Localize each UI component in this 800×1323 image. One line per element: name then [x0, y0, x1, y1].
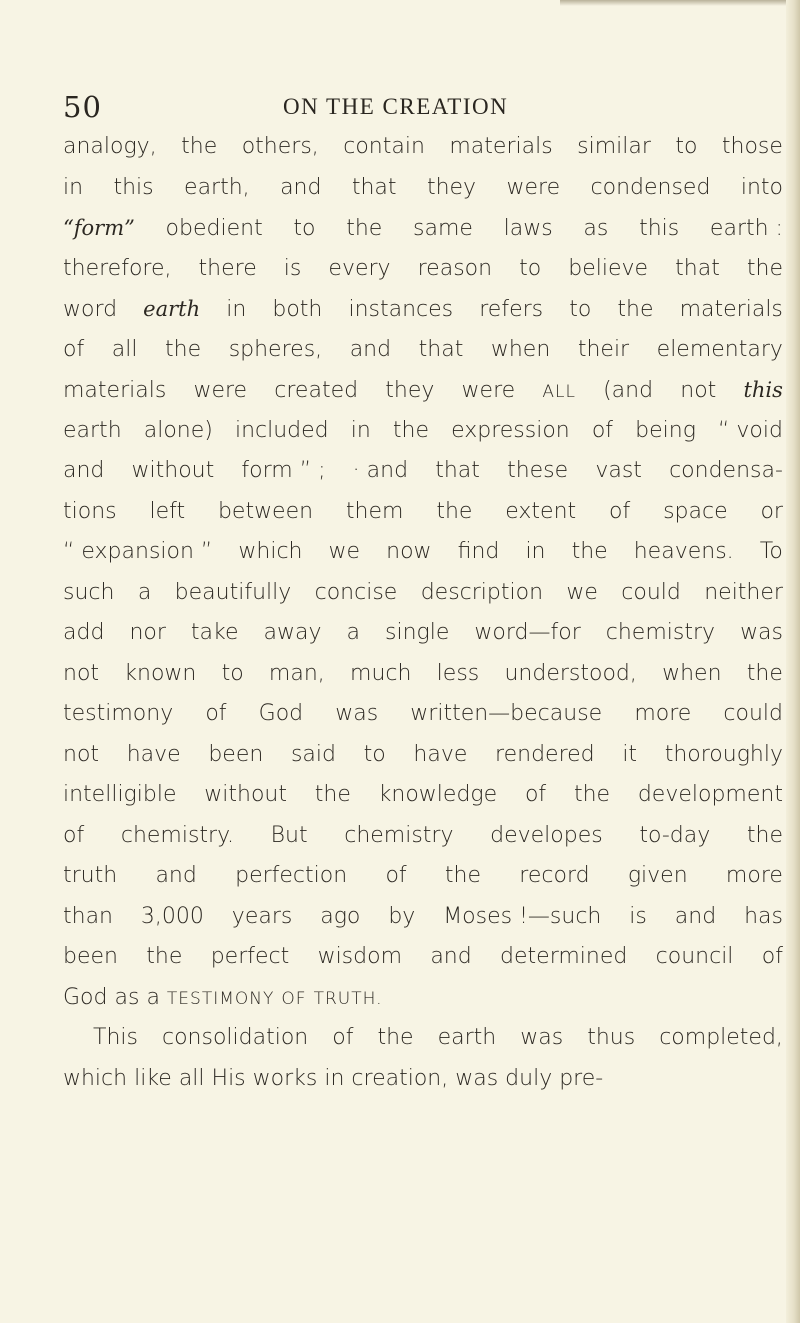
word: and [155, 863, 197, 888]
word: to [675, 134, 698, 159]
word: away [263, 620, 322, 645]
word: beautifully [174, 579, 292, 605]
word: without [204, 782, 287, 807]
word: the [571, 539, 608, 564]
word: Moses !—such [443, 903, 602, 929]
word: earth [143, 297, 201, 321]
word: to [519, 255, 542, 281]
text-line [63, 127, 783, 168]
word: in [525, 539, 546, 564]
word: find [457, 539, 500, 564]
word: “form” [63, 216, 135, 240]
text-line [63, 897, 783, 938]
word: or [760, 498, 783, 524]
word: condensed [590, 174, 711, 200]
word: it [622, 741, 638, 767]
word: were [506, 174, 561, 200]
word: record [519, 863, 590, 888]
word: which [63, 1065, 128, 1091]
word: now [386, 539, 432, 564]
word: spheres, [228, 336, 323, 362]
word: been [63, 944, 118, 969]
word: thus [587, 1025, 636, 1050]
word: included [234, 417, 329, 443]
word: concise [314, 579, 398, 605]
word: chemistry. [120, 822, 234, 848]
word: pre- [559, 1065, 604, 1091]
word: alone) [143, 417, 213, 443]
word: in [324, 1065, 345, 1091]
text-line [63, 978, 783, 1019]
text-line [63, 451, 783, 492]
word: than [63, 903, 113, 929]
word: materials [679, 297, 783, 322]
word: could [621, 579, 681, 605]
word: said [290, 741, 336, 767]
word: add [63, 620, 105, 645]
word: To [759, 539, 783, 564]
word: wisdom [317, 944, 403, 969]
word: earth [63, 417, 122, 443]
word: every [328, 255, 391, 281]
word: the [314, 782, 351, 807]
word: works [252, 1065, 318, 1091]
word: laws [503, 216, 553, 241]
word: earth, [184, 174, 250, 200]
text-line [63, 370, 783, 411]
word: as [583, 216, 609, 241]
word: been [208, 741, 264, 767]
word: this [743, 378, 783, 402]
word: instances [348, 297, 454, 322]
text-line [63, 330, 783, 371]
word: not [63, 660, 100, 686]
word: was [520, 1025, 564, 1050]
word: of [332, 1025, 354, 1050]
word: TESTIMONY [166, 988, 275, 1009]
word: the [392, 417, 429, 443]
word: man, [268, 660, 325, 686]
word: such [63, 579, 115, 605]
word: their [577, 336, 630, 362]
word: of [761, 944, 783, 969]
word: similar [577, 134, 651, 159]
word: “ expansion ” [63, 539, 213, 564]
word: those [721, 134, 783, 159]
word: form ” ; [241, 458, 326, 483]
word: take [190, 620, 239, 645]
page-header [0, 90, 800, 126]
word: not [680, 378, 717, 403]
word: completed, [659, 1025, 783, 1050]
word: earth : [709, 216, 783, 241]
word: therefore, [63, 255, 172, 281]
word: word [63, 297, 118, 322]
word: them [345, 498, 404, 524]
word: neither [704, 579, 783, 605]
text-line [63, 532, 783, 573]
text-line [63, 613, 783, 654]
word: by [388, 903, 416, 929]
page-edge-shadow [786, 0, 800, 1323]
word: “ void [718, 417, 783, 443]
text-line [63, 775, 783, 816]
word: a [146, 984, 160, 1010]
word: to [363, 741, 386, 767]
word: the [165, 336, 202, 362]
word: this [639, 216, 680, 241]
word: developes [490, 822, 603, 848]
word: of [63, 822, 85, 848]
word: between [217, 498, 314, 524]
word: truth [63, 863, 118, 888]
word: the [346, 216, 383, 241]
word: · and [352, 458, 409, 483]
word: have [126, 741, 181, 767]
word: intelligible [63, 782, 177, 807]
word: council [655, 944, 734, 969]
word: they [385, 378, 435, 403]
word: to [293, 216, 316, 241]
word: was [335, 701, 379, 726]
word: is [283, 255, 302, 281]
word: years [231, 903, 293, 929]
word: all [178, 1065, 205, 1091]
word: these [507, 458, 569, 483]
word: we [566, 579, 598, 605]
word: materials [449, 134, 553, 159]
word: But [270, 822, 308, 848]
word: more [634, 701, 692, 726]
word: they [426, 174, 477, 200]
word: we [328, 539, 361, 564]
word: 3,000 [140, 903, 204, 929]
word: less [436, 660, 480, 686]
word: into [740, 174, 783, 200]
word: the [377, 1025, 414, 1050]
word: not [63, 741, 100, 767]
word: contain [343, 134, 425, 159]
word: creation, [351, 1065, 449, 1091]
word: much [350, 660, 412, 686]
word: being [635, 417, 696, 443]
word: perfection [235, 863, 348, 888]
word: this [113, 174, 154, 200]
word: in [350, 417, 371, 443]
word: created [274, 378, 359, 403]
word: ago [320, 903, 361, 929]
word: and [674, 903, 717, 929]
word: to [221, 660, 244, 686]
word: His [211, 1065, 246, 1091]
word: that [675, 255, 720, 281]
text-line [63, 1059, 783, 1100]
word: like [134, 1065, 172, 1091]
word: earth [437, 1025, 497, 1050]
word: the [181, 134, 218, 159]
text-line [63, 168, 783, 209]
word: there [198, 255, 257, 281]
word: without [131, 458, 215, 483]
page-top-shadow [560, 0, 800, 6]
word: which [238, 539, 303, 564]
word: to [569, 297, 592, 322]
text-line [63, 249, 783, 290]
text-line [63, 411, 783, 452]
word: description [420, 579, 544, 605]
word: was [740, 620, 783, 645]
word: single [385, 620, 450, 645]
word: the [436, 498, 473, 524]
text-line [63, 856, 783, 897]
text-line [63, 573, 783, 614]
word: the [746, 660, 783, 686]
word: development [637, 782, 783, 807]
word: was [455, 1065, 499, 1091]
word: the [444, 863, 482, 888]
word: and [430, 944, 472, 969]
word: analogy, [63, 134, 157, 159]
word: when [490, 336, 551, 362]
word: and [63, 458, 105, 483]
word: (and [603, 378, 654, 403]
word: perfect [210, 944, 290, 969]
word: chemistry [344, 822, 454, 848]
word: thoroughly [664, 741, 783, 767]
text-line [63, 694, 783, 735]
text-line [63, 289, 783, 330]
word: of [524, 782, 547, 807]
word: and [280, 174, 322, 200]
word: of [385, 863, 407, 888]
word: materials [63, 378, 167, 403]
word: This [93, 1025, 138, 1050]
word: that [351, 174, 397, 200]
word: believe [568, 255, 649, 281]
word: understood, [504, 660, 637, 686]
word: both [272, 297, 323, 322]
word: of [205, 701, 227, 726]
word: left [149, 498, 186, 524]
word: has [744, 903, 783, 929]
word: tions [63, 498, 117, 524]
running-head: ON THE CREATION [283, 94, 509, 119]
word: consolidation [161, 1025, 309, 1050]
text-line [63, 654, 783, 695]
word: ALL [542, 382, 576, 402]
word: vast [595, 458, 642, 483]
word: and [349, 336, 392, 362]
word: nor [129, 620, 166, 645]
word: duly [505, 1065, 553, 1091]
word: were [461, 378, 516, 403]
word: of [609, 498, 631, 524]
word: the [746, 822, 783, 848]
word: testimony [63, 701, 174, 726]
word: determined [500, 944, 628, 969]
word: condensa- [669, 458, 783, 483]
word: written—because [410, 701, 603, 726]
word: others, [241, 134, 319, 159]
word: expression [451, 417, 570, 443]
word: to-day [639, 822, 711, 848]
word: knowledge [378, 782, 498, 807]
word: the [146, 944, 183, 969]
word: when [662, 660, 722, 686]
word: in [63, 174, 84, 200]
word: extent [505, 498, 577, 524]
word: reason [417, 255, 493, 281]
word: refers [479, 297, 544, 322]
word: TRUTH. [313, 988, 383, 1009]
word: that [418, 336, 464, 362]
word: is [629, 903, 647, 929]
word: elementary [656, 336, 783, 362]
text-line [63, 816, 783, 857]
word: the [573, 782, 611, 807]
word: God [258, 701, 304, 726]
word: known [124, 660, 197, 686]
word: that [435, 458, 480, 483]
text-line [63, 208, 783, 249]
word: the [746, 255, 783, 281]
word: given [627, 863, 688, 888]
word: were [193, 378, 248, 403]
word: a [346, 620, 361, 645]
word: word—for [474, 620, 581, 645]
word: more [725, 863, 783, 888]
word: heavens. [633, 539, 734, 564]
word: space [663, 498, 728, 524]
word: of [63, 336, 85, 362]
word: a [137, 579, 152, 605]
word: rendered [495, 741, 595, 767]
word: of [591, 417, 614, 443]
word: the [617, 297, 654, 322]
body-text [63, 127, 783, 1099]
text-line [63, 1018, 783, 1059]
word: have [413, 741, 468, 767]
text-line [63, 937, 783, 978]
word: same [413, 216, 473, 241]
word: OF [281, 988, 307, 1009]
text-line [63, 492, 783, 533]
word: obedient [165, 216, 263, 241]
word: could [723, 701, 783, 726]
word: God [63, 984, 108, 1010]
page-number: 50 [63, 90, 102, 124]
word: as [114, 984, 140, 1010]
word: chemistry [605, 620, 716, 645]
text-line [63, 735, 783, 776]
word: all [111, 336, 138, 362]
word: in [226, 297, 247, 322]
